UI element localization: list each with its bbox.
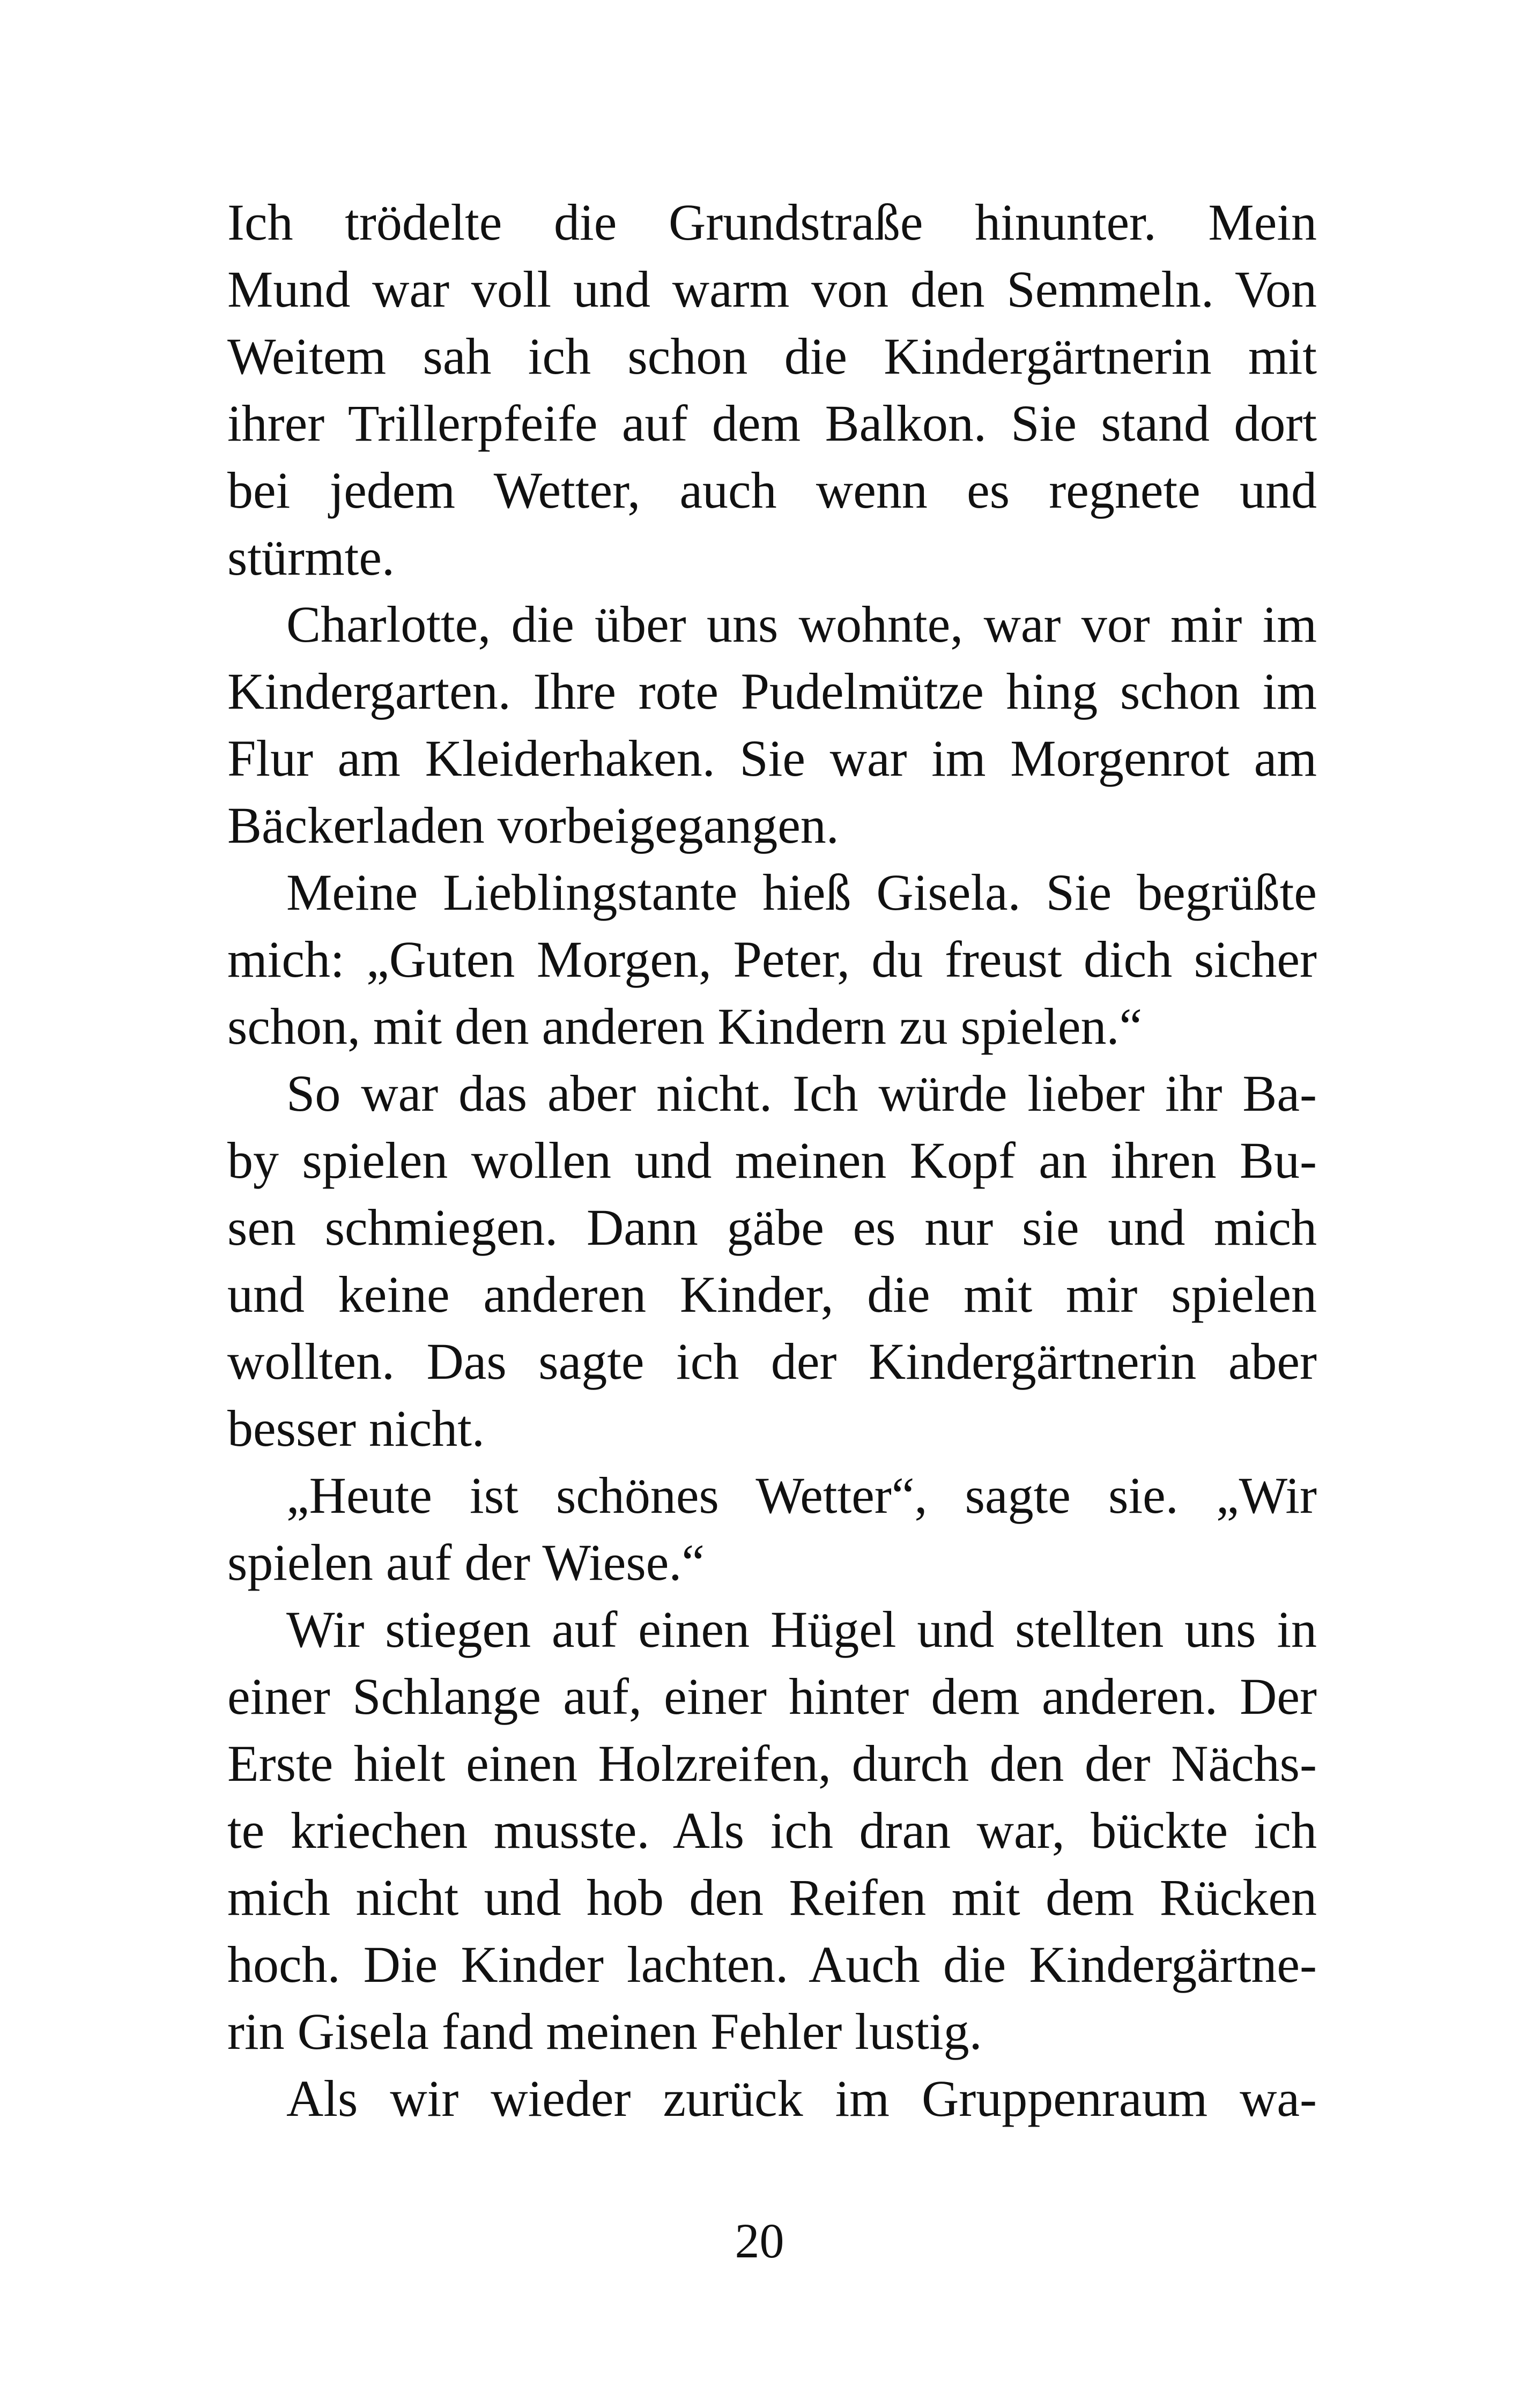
text-line: und keine anderen Kinder, die mit mir spielen xyxy=(227,1266,1317,1323)
text-line: Erste hielt einen Holzreifen, durch den der Nächs- xyxy=(227,1735,1317,1792)
text-line: „Heute ist schönes Wetter“, sagte sie. „Wir xyxy=(286,1467,1317,1524)
text-line: spielen auf der Wiese.“ xyxy=(227,1534,705,1591)
text-line: besser nicht. xyxy=(227,1400,485,1457)
text-line: schon, mit den anderen Kindern zu spielen.“ xyxy=(227,998,1143,1055)
text-line: So war das aber nicht. Ich würde lieber ihr Ba- xyxy=(286,1065,1317,1122)
text-line: bei jedem Wetter, auch wenn es regnete und xyxy=(227,462,1317,519)
text-line: Kindergarten. Ihre rote Pudelmütze hing schon im xyxy=(227,663,1317,720)
text-line: einer Schlange auf, einer hinter dem anderen. Der xyxy=(227,1668,1317,1725)
body-text xyxy=(227,189,1317,2132)
text-line: te kriechen musste. Als ich dran war, bückte ich xyxy=(227,1802,1317,1859)
text-line: Meine Lieblingstante hieß Gisela. Sie begrüßte xyxy=(286,864,1317,921)
text-line: hoch. Die Kinder lachten. Auch die Kindergärtne- xyxy=(227,1936,1317,1993)
text-line: ihrer Trillerpfeife auf dem Balkon. Sie stand dort xyxy=(227,395,1317,452)
text-line: rin Gisela fand meinen Fehler lustig. xyxy=(227,2003,982,2060)
text-line: Mund war voll und warm von den Semmeln. Von xyxy=(227,261,1317,318)
page-number: 20 xyxy=(735,2213,784,2268)
text-line: mich nicht und hob den Reifen mit dem Rücken xyxy=(227,1869,1317,1926)
text-line: Wir stiegen auf einen Hügel und stellten uns in xyxy=(286,1601,1317,1658)
text-line: Als wir wieder zurück im Gruppenraum wa- xyxy=(286,2070,1317,2127)
text-line: by spielen wollen und meinen Kopf an ihren Bu- xyxy=(227,1132,1317,1189)
text-line: Charlotte, die über uns wohnte, war vor mir im xyxy=(286,596,1317,653)
text-line: stürmte. xyxy=(227,529,395,586)
text-line: wollten. Das sagte ich der Kindergärtnerin aber xyxy=(227,1333,1317,1390)
text-line: Flur am Kleiderhaken. Sie war im Morgenrot am xyxy=(227,730,1317,787)
text-line: Bäckerladen vorbeigegangen. xyxy=(227,797,839,854)
text-line: Ich trödelte die Grundstraße hinunter. Mein xyxy=(227,194,1317,251)
text-line: Weitem sah ich schon die Kindergärtnerin mit xyxy=(227,328,1317,385)
text-line: sen schmiegen. Dann gäbe es nur sie und mich xyxy=(227,1199,1317,1256)
text-line: mich: „Guten Morgen, Peter, du freust dich sicher xyxy=(227,931,1317,988)
